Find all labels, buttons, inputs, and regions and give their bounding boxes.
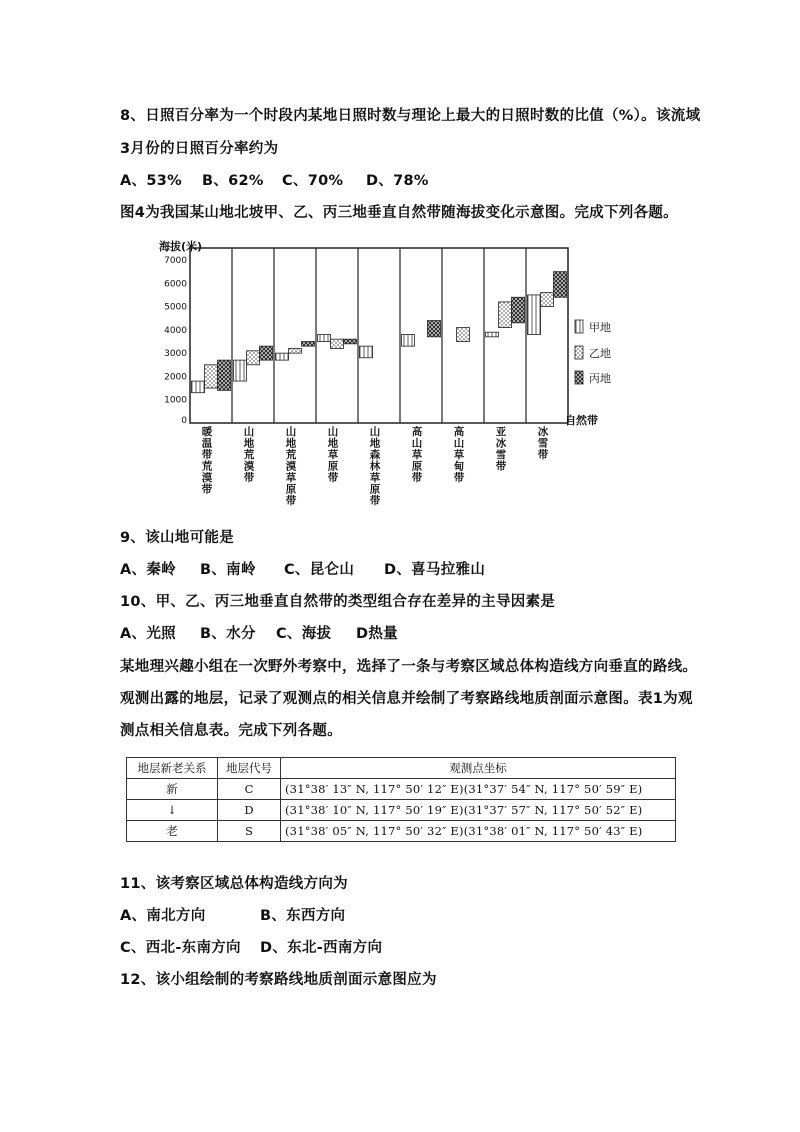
table-row xyxy=(127,779,676,800)
table-cell-code: C xyxy=(218,779,281,800)
category-label: 暖温带荒漠带 xyxy=(201,426,213,496)
y-tick-label: 6000 xyxy=(164,279,187,290)
q11-option-d[interactable]: D、东北-西南方向 xyxy=(260,940,383,956)
bar-jia-2 xyxy=(276,353,289,360)
q11-option-b[interactable]: B、东西方向 xyxy=(260,908,346,924)
q11-option-a[interactable]: A、南北方向 xyxy=(120,908,206,924)
bar-bing-2 xyxy=(302,342,315,347)
y-tick-label: 5000 xyxy=(164,302,187,313)
legend xyxy=(575,320,611,385)
bar-yi-1 xyxy=(247,351,260,365)
table-cell-code: S xyxy=(218,821,281,842)
y-tick-label-zero: 0 xyxy=(181,416,187,426)
bar-bing-5 xyxy=(428,321,441,337)
table-cell-code: D xyxy=(218,800,281,821)
table-header-coord: 观测点坐标 xyxy=(281,758,676,779)
bar-bing-8 xyxy=(554,272,567,298)
y-tick-label: 3000 xyxy=(164,349,187,360)
q9-options xyxy=(120,558,485,579)
intro-paragraph-line2: 观测出露的地层，记录了观测点的相关信息并绘制了考察路线地质剖面示意图。表1为观 xyxy=(120,691,693,707)
category-label: 山地荒漠带 xyxy=(243,426,255,484)
q8-option-d[interactable]: D、78% xyxy=(366,173,429,189)
bar-bing-3 xyxy=(344,339,357,344)
bar-bing-7 xyxy=(512,297,525,323)
bar-yi-6 xyxy=(457,328,470,342)
bar-jia-1 xyxy=(234,360,247,381)
q10-option-a[interactable]: A、光照 xyxy=(120,626,176,642)
category-label: 冰雪带 xyxy=(537,426,549,461)
bar-jia-5 xyxy=(402,335,415,347)
fig4-intro: 图4为我国某山地北坡甲、乙、丙三地垂直自然带随海拔变化示意图。完成下列各题。 xyxy=(120,205,678,221)
q8-option-a[interactable]: A、53% xyxy=(120,173,182,189)
table-row xyxy=(127,800,676,821)
q9-option-c[interactable]: C、昆仑山 xyxy=(284,562,355,578)
q11-option-c[interactable]: C、西北-东南方向 xyxy=(120,940,241,956)
q11-options-row2 xyxy=(120,936,382,957)
legend-label-yi: 乙地 xyxy=(589,347,611,360)
plot-frame xyxy=(190,248,568,423)
table-cell-coord: (31°38′ 13″ N, 117° 50′ 12″ E)(31°37′ 54″ N, 117° 50′ 59″ E) xyxy=(281,779,676,800)
bar-bing-1 xyxy=(260,346,273,360)
legend-label-bing: 丙地 xyxy=(589,372,611,385)
q9-text: 9、该山地可能是 xyxy=(120,530,234,546)
q12-text: 12、该小组绘制的考察路线地质剖面示意图应为 xyxy=(120,972,437,988)
category-label: 山地森林草原带 xyxy=(369,426,381,507)
table-row xyxy=(127,821,676,842)
bar-jia-7 xyxy=(486,332,499,337)
category-label: 亚冰雪带 xyxy=(495,426,507,473)
q9-option-b[interactable]: B、南岭 xyxy=(200,562,256,578)
category-label: 山地荒漠草原带 xyxy=(285,426,297,507)
q10-option-c[interactable]: C、海拔 xyxy=(276,626,332,642)
bar-yi-7 xyxy=(499,302,512,328)
y-tick-label: 1000 xyxy=(164,395,187,406)
q10-option-d[interactable]: D热量 xyxy=(356,626,398,642)
category-label: 高山草原带 xyxy=(411,426,423,484)
table-header-age: 地层新老关系 xyxy=(127,758,218,779)
legend-swatch-yi xyxy=(575,346,583,359)
bar-yi-3 xyxy=(331,339,344,348)
q8-option-c[interactable]: C、70% xyxy=(282,173,344,189)
legend-label-jia: 甲地 xyxy=(589,321,611,334)
legend-swatch-jia xyxy=(575,320,583,333)
bar-jia-8 xyxy=(528,295,541,335)
table-cell-coord: (31°38′ 05″ N, 117° 50′ 32″ E)(31°38′ 01″ N, 117° 50′ 43″ E) xyxy=(281,821,676,842)
x-axis-label: 自然带 xyxy=(565,414,598,427)
bar-yi-2 xyxy=(289,348,302,353)
q10-options xyxy=(120,622,398,643)
observation-table xyxy=(126,757,676,842)
q8-option-b[interactable]: B、62% xyxy=(202,173,264,189)
table-cell-coord: (31°38′ 10″ N, 117° 50′ 19″ E)(31°37′ 57″ N, 117° 50′ 52″ E) xyxy=(281,800,676,821)
q11-text: 11、该考察区域总体构造线方向为 xyxy=(120,876,348,892)
fig4-chart xyxy=(155,238,635,508)
bar-bing-0 xyxy=(218,360,231,390)
q8-text-line2: 3月份的日照百分率约为 xyxy=(120,141,279,157)
y-tick-label: 2000 xyxy=(164,372,187,383)
q11-options-row1 xyxy=(120,904,345,925)
y-axis-label: 海拔(米) xyxy=(159,240,203,253)
q8-options xyxy=(120,169,429,190)
intro-paragraph-line3: 测点相关信息表。完成下列各题。 xyxy=(120,723,342,739)
table-header-row xyxy=(127,758,676,779)
table-cell-age: 新 xyxy=(127,779,218,800)
q10-option-b[interactable]: B、水分 xyxy=(200,626,256,642)
q10-text: 10、甲、乙、丙三地垂直自然带的类型组合存在差异的主导因素是 xyxy=(120,594,556,610)
y-tick-label: 7000 xyxy=(164,256,187,266)
bar-jia-3 xyxy=(318,335,331,342)
bar-jia-0 xyxy=(192,381,205,393)
q8-text-line1: 8、日照百分率为一个时段内某地日照时数与理论上最大的日照时数的比值（%）。该流域 xyxy=(120,108,701,124)
category-label: 山地草原带 xyxy=(327,426,339,484)
bar-yi-0 xyxy=(205,365,218,388)
intro-paragraph-line1: 某地理兴趣小组在一次野外考察中，选择了一条与考察区域总体构造线方向垂直的路线。 xyxy=(120,659,698,675)
y-tick-label: 4000 xyxy=(164,325,187,336)
table-cell-age: 老 xyxy=(127,821,218,842)
category-label: 高山草甸带 xyxy=(453,426,465,484)
q9-option-a[interactable]: A、秦岭 xyxy=(120,562,176,578)
table-header-code: 地层代号 xyxy=(218,758,281,779)
legend-swatch-bing xyxy=(575,371,583,384)
table-cell-age: ↓ xyxy=(127,800,218,821)
q9-option-d[interactable]: D、喜马拉雅山 xyxy=(384,562,486,578)
bar-jia-4 xyxy=(360,346,373,358)
bar-yi-8 xyxy=(541,293,554,307)
